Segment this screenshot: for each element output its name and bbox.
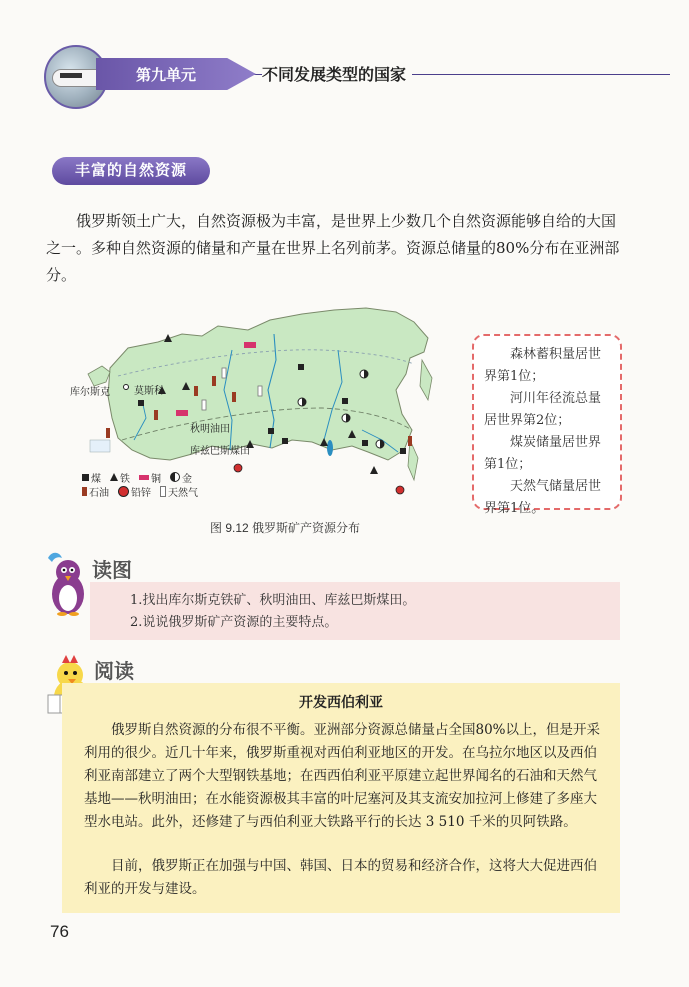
question-2: 2.说说俄罗斯矿产资源的主要特点。 [130, 615, 338, 630]
copper-symbol [244, 342, 256, 348]
page-number: 76 [50, 922, 69, 941]
coal-symbol [138, 400, 144, 406]
gas-legend-icon [160, 486, 166, 497]
label-samotlor: 秋明油田 [190, 424, 230, 435]
lead-zinc-symbol [234, 464, 242, 472]
legend-coal: 煤 [91, 473, 101, 485]
legend-gas: 天然气 [168, 487, 198, 499]
coal-symbol [362, 440, 368, 446]
oil-symbol [408, 436, 412, 446]
reading-panel [62, 683, 620, 913]
reading-label: 阅读 [94, 659, 134, 683]
train-window [60, 73, 82, 78]
lake-baikal [327, 440, 333, 456]
fact-coal: 煤炭储量居世界第1位； [484, 435, 602, 472]
map-legend [82, 470, 203, 498]
oil-symbol [154, 410, 158, 420]
reading-title: 开发西伯利亚 [299, 694, 383, 710]
lead-zinc-symbol [396, 486, 404, 494]
oil-symbol [212, 376, 216, 386]
fact-river: 河川年径流总量居世界第2位； [484, 391, 602, 428]
fact-forest: 森林蓄积量居世界第1位； [484, 347, 602, 384]
gold-legend-icon [170, 472, 180, 482]
oil-symbol [232, 392, 236, 402]
legend-iron: 铁 [120, 473, 130, 485]
reading-paragraph-1: 俄罗斯自然资源的分布很不平衡。亚洲部分资源总储量占全国80%以上，但是开采利用的很少。近几十年来，俄罗斯重视对西伯利亚地区的开发。在乌拉尔地区以及西伯利亚南部建立了两个大型钢铁基地；在西西伯利亚平原建立起世界闻名的石油和天然气基地——秋明油田；在水能资源极其丰富的叶尼塞河及其支流安加拉河上修建了多座大型水电站。此外，还修建了与西伯利亚大铁路平行的长达 3 510 千米的贝阿铁路。 [84, 722, 601, 830]
read-map-label: 读图 [92, 558, 132, 582]
coal-symbol [268, 428, 274, 434]
figure-caption: 图 9.12 俄罗斯矿产资源分布 [210, 521, 361, 535]
penguin-mascot-icon [42, 548, 94, 618]
label-moscow: 莫斯科 [134, 386, 164, 397]
train-body [52, 69, 100, 87]
copper-symbol [176, 410, 188, 416]
coal-legend-icon [82, 474, 89, 481]
read-map-panel [90, 582, 620, 640]
label-kuzbass: 库兹巴斯煤田 [190, 446, 250, 457]
legend-lead-zinc: 铅锌 [131, 487, 151, 499]
reading-paragraph-2: 目前，俄罗斯正在加强与中国、韩国、日本的贸易和经济合作，这将大大促进西伯利亚的开发与建设。 [84, 858, 597, 897]
gas-symbol [222, 368, 226, 378]
russia-mineral-map [62, 290, 457, 515]
legend-oil: 石油 [89, 487, 109, 499]
caspian-sea [90, 440, 110, 452]
oil-symbol [194, 386, 198, 396]
label-kursk: 库尔斯克 [70, 387, 110, 398]
coal-symbol [282, 438, 288, 444]
gas-symbol [258, 386, 262, 396]
gas-symbol [202, 400, 206, 410]
resource-facts-box [472, 334, 622, 516]
coal-symbol [400, 448, 406, 454]
unit-title: 不同发展类型的国家 [262, 62, 412, 85]
fact-gas: 天然气储量居世界第1位。 [484, 479, 602, 516]
legend-copper: 铜 [151, 473, 161, 485]
oil-symbol [106, 428, 110, 438]
coal-symbol [342, 398, 348, 404]
moscow-marker [124, 385, 129, 390]
question-1: 1.找出库尔斯克铁矿、秋明油田、库兹巴斯煤田。 [130, 593, 416, 608]
intro-paragraph: 俄罗斯领土广大，自然资源极为丰富，是世界上少数几个自然资源能够自给的大国之一。多种自然资源的储量和产量在世界上名列前茅。资源总储量的80%分布在亚洲部分。 [46, 212, 620, 284]
lead-zinc-legend-icon [118, 486, 129, 497]
oil-legend-icon [82, 487, 87, 496]
iron-legend-icon [110, 473, 118, 481]
copper-legend-icon [139, 475, 149, 480]
section-title: 丰富的自然资源 [52, 157, 210, 185]
legend-gold: 金 [182, 473, 192, 485]
unit-label: 第九单元 [136, 67, 197, 84]
coal-symbol [298, 364, 304, 370]
